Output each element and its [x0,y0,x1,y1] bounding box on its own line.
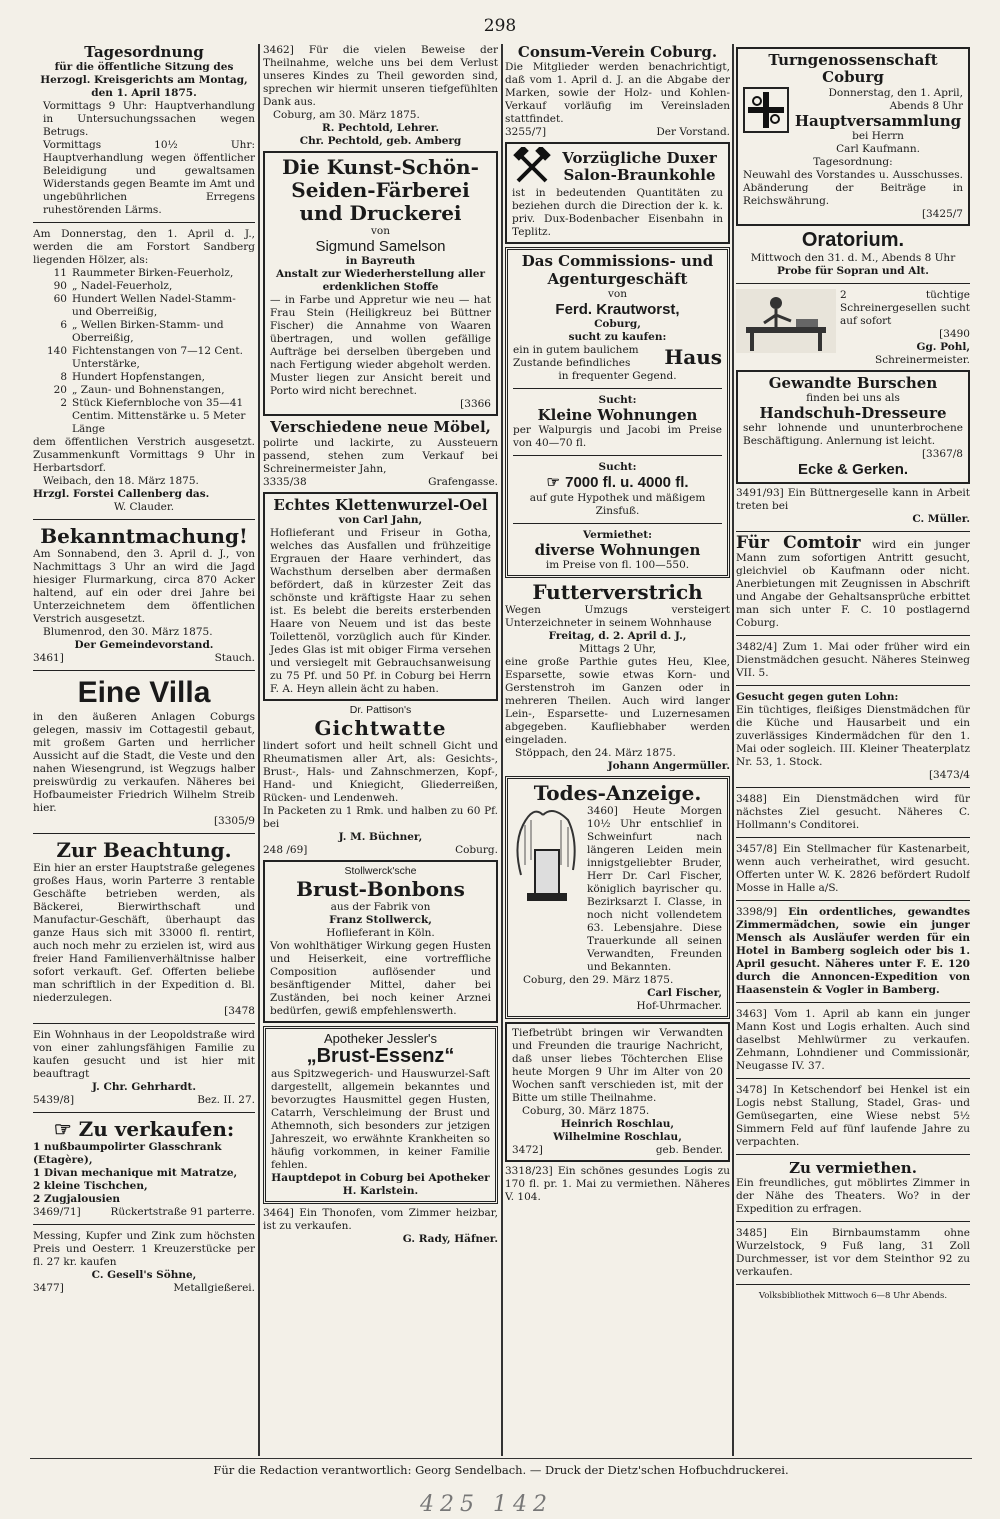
ad-text: Von wohlthätiger Wirkung gegen Husten und Heiserkeit, eine vortreffliche Composition auflösender und besänftigender Mittel, daher bei Zuständen, bei noch keiner Arznei bedürfen, gewiß empfehlenswerth. [270,939,491,1017]
footer-rule [30,1458,972,1459]
item-qty: 140 [46,345,67,358]
ad-text: von [607,287,628,300]
ad-zimmermaedchen [736,906,970,997]
ad-text: In Ketschendorf bei Henkel ist ein Logis nebst Stallung, Stadel, Gras- und Gemüsegarten, eine Wiese nebst 5½ Simmern Feld auf fünf laufende Jahre zu verpachten. [736,1083,970,1148]
ad-text: Ein Birnbaumstamm ohne Wurzelstock, 9 Fuß lang, 31 Zoll Durchmesser, ist vor dem Steinthor 92 zu verkaufen. [736,1226,970,1278]
ad-ref: 3398/9] [736,905,778,918]
ad-ref: 3478] [736,1083,767,1096]
ad-holz-verstrich [33,228,255,514]
item-text: Stück Kiefernbloche von 35—41 Centim. Mittenstärke u. 5 Meter Länge [72,397,246,436]
item-qty: 20 [53,384,67,397]
ad-date: Donnerstag, den 1. April, Abends 8 Uhr [828,86,963,112]
ad-buettner [736,487,970,526]
item-qty: 8 [60,371,67,384]
ad-title: Die Kunst-Schön-Seiden-Färberei und Druckerei [282,155,479,225]
ad-ref: 5439/8] [33,1093,75,1106]
divider [33,833,255,834]
ad-villa [33,676,255,828]
ad-ref: 3464] [263,1206,294,1219]
ad-ref: 3318/23] [505,1164,553,1177]
pointing-hand-icon: ☞ [53,1116,79,1141]
item-qty: 2 [60,397,67,410]
ad-ref: [3490 [939,327,970,340]
divider [33,519,255,520]
ad-place: Stöppach, den 24. März 1875. [515,746,676,759]
ad-text: Ein Wohnhaus in der Leopoldstraße wird von einer zahlungsfähigen Familie zu kaufen gesucht und ist hier mit beauftragt [33,1028,255,1080]
ad-text: Zum 1. Mai oder früher wird ein Dienstmädchen gesucht. Näheres Steinweg VII. 5. [736,640,970,679]
ad-text: Mittwoch den 31. d. M., Abends 8 Uhr [750,251,956,264]
ad-sub: finden bei uns als [806,392,900,404]
ad-ref: [3478 [224,1004,255,1017]
ad-trauer [505,1022,730,1162]
divider [513,523,722,524]
ad-name: Carl Fischer, [647,986,722,999]
ad-text: ist in bedeutenden Quantitäten zu beziehen durch die Direction der k. k. priv. Dux-Bodenbacher Eisenbahn in Teplitz. [512,187,723,239]
item-text: „ Zaun- und Bohnenstangen, [72,384,225,397]
ad-pre: Apotheker Jessler's [323,1030,438,1046]
ad-place: in Bayreuth [345,255,416,268]
ad-text: Ein schönes gesundes Logis zu 170 fl. pr. 1. Mai zu vermiethen. Näheres V. 104. [505,1164,730,1203]
ad-text: aus Spitzwegerich- und Hauswurzel-Saft dargestellt, allgemein bekanntes und bevorzugtes Hausmittel gegen Husten, Catarrh, Verschleimung der Brust und Athemnoth, sich besonders zur jetzigen Jahreszeit, wo erwähnte Krankheiten so häufig vorkommen, in keiner Familie fehlen. [271,1067,490,1171]
item-qty: 6 [60,319,67,332]
ad-title: Consum-Verein Coburg. [517,44,718,61]
column-3 [505,44,730,1456]
ad-logis [505,1165,730,1204]
ad-text: Ein freundliches, gut möblirtes Zimmer in der Nähe des Theaters. Wo? in der Expedition zu erfragen. [736,1176,970,1215]
ad-title: Das Commissions- und Agenturgeschäft [521,252,714,288]
ad-place: Weibach, den 18. März 1875. [43,475,199,488]
column-rule [732,44,734,1456]
ad-name: Heinrich Roschlau, [560,1117,675,1130]
column-rule [258,44,260,1456]
ad-signer: Hrzgl. Forstei Callenberg das. [33,488,210,501]
ad-stellmacher [736,843,970,895]
ad-ref: 3485] [736,1226,767,1239]
ad-time: Mittags 2 Uhr, [578,642,657,655]
ad-big: Haus [664,344,722,369]
holz-list [33,267,255,436]
ad-henkel [736,1084,970,1149]
ad-text: im Preise von fl. 100—550. [545,558,690,571]
ad-sub: Schreinermeister. [875,353,970,366]
ad-ref: 3482/4] [736,640,778,653]
ad-ref: 248 /69] [263,843,308,856]
ad-pre: Stollwerck'sche [344,864,417,877]
ad-title: Bekanntmachung! [40,524,248,549]
divider [33,1112,255,1113]
divider [736,283,970,284]
divider [736,685,970,686]
ad-name: Gg. Pohl, [916,340,970,353]
item-qty: 60 [53,293,67,306]
ad-text: von [370,225,391,237]
crossed-hammers-icon [512,147,552,187]
ad-birnbaum [736,1227,970,1279]
divider [736,837,970,838]
ad-zu-verkaufen [33,1118,255,1219]
ad-name: Franz Stollwerck, [329,913,432,926]
ad-name: Wilhelmine Roschlau, [553,1130,682,1143]
column-4 [736,44,970,1456]
ad-title: Zu verkaufen: [78,1116,235,1141]
carpenter-workshop-icon [736,289,836,353]
ad-firm: Ecke & Gerken. [797,461,909,479]
ad-faerberei [263,151,498,416]
ad-text: Ein Büttnergeselle kann in Arbeit treten bei [736,486,970,512]
ad-big: Handschuh-Dresseure [759,404,947,422]
ad-big: Hauptversammlung [794,111,962,130]
ad-text: Ein hier an erster Hauptstraße gelegenes großes Haus, worin Parterre 3 rentable Geschäfte betrieben werden, als Bäckerei, Bierwirthschaft und Manufactur-Geschäft, überhaupt das ganze Haus sich mit 33000 fl. rentirt, auch noch mehr zu erzielen ist, wird aus freier Hand Familienverhältnisse halber sofort verkauft. Gef. Offerten beliebe man schriftlich in der Expedition d. Bl. niederzulegen. [33,861,255,1004]
item-text: Raummeter Birken-Feuerholz, [72,267,234,280]
divider [736,1078,970,1079]
ad-signer: Der Vorstand. [656,126,730,139]
footer-imprint: Für die Redaction verantwortlich: Georg Sendelbach. — Druck der Dietz'schen Hofbuchdruckerei. [213,1463,789,1477]
ad-sub: sucht zu kaufen: [568,331,667,343]
ad-place: Coburg, am 30. März 1875. [273,109,420,121]
item-text: „ Wellen Birken-Stamm- und Oberreißig, [72,319,224,345]
ad-dank [263,44,498,148]
ad-beachtung [33,839,255,1018]
ad-item: 2 Zugjalousien [33,1192,121,1205]
ad-place: Coburg, 30. März 1875. [522,1104,650,1117]
ad-title: Verschiedene neue Möbel, [270,418,491,437]
ad-title: Turngenossenschaft Coburg [768,51,938,87]
ad-place: Coburg. [455,843,498,856]
ad-title: Zu vermiethen. [789,1158,917,1177]
item-qty: 11 [53,267,67,280]
ad-name: G. Rady, Häfner. [402,1232,498,1245]
ad-text: Vom 1. April ab kann ein junger Mann Kost und Logis erhalten. Auch sind daselbst Mehlwürmer zu verkaufen. Zehmann, Lohndiener und Commissionär, Neugasse IV. 37. [736,1007,970,1072]
ad-stollwerck [263,860,498,1023]
ad-text: auf gute Hypothek und mäßigem Zinsfuß. [529,491,706,517]
ad-item: 1 nußbaumpolirter Glasschrank (Etagère), [33,1140,222,1166]
ad-name: J. M. Büchner, [338,830,423,843]
ad-text: aus der Fabrik von [330,900,431,913]
divider [736,531,970,532]
divider [736,1284,970,1285]
ad-text: polirte und lackirte, zu Aussteuern passend, stehen zum Verkauf bei Schreinermeister Jahn, [263,436,498,475]
ad-title: Salon-Braunkohle [563,166,716,185]
ad-todes [505,776,730,1019]
ad-ref: 3477] [33,1281,64,1294]
ad-title: Oratorium. [801,228,905,251]
ad-text: Vormittags 10½ Uhr: Hauptverhandlung wegen öffentlicher Beleidigung und gewaltsamen Widerstands gegen Beamte im Amt und ungebührlichen Erregens ruhestörenden Lärms. [43,139,255,217]
ad-text: Am Sonnabend, den 3. April d. J., von Nachmittags 3 Uhr an wird die Jagd hiesiger Flurmarkung, circa 870 Acker haltend, auf ein oder drei Jahre bei Unterzeichnetem dem öffentlichen Verstrich ausgesetzt. [33,548,255,626]
divider [513,455,722,456]
ad-sub: Hoflieferant in Köln. [326,926,435,939]
item-text: Hundert Hopfenstangen, [72,371,205,384]
ad-text: bei Herrn [852,129,904,142]
ad-title: Tagesordnung [84,44,204,61]
ad-text: Wegen Umzugs versteigert Unterzeichneter in seinem Wohnhause [505,603,730,629]
ad-text: Ein Thonofen, vom Zimmer heizbar, ist zu verkaufen. [263,1206,498,1232]
ad-text: Tiefbetrübt bringen wir Verwandten und Freunden die traurige Nachricht, daß unser liebes Töchterchen Elise heute Morgen 9 Uhr im Alter von 20 Wochen sanft verschieden ist, mit der Bitte um stille Theilnahme. [512,1026,723,1104]
item-text: Hundert Wellen Nadel-Stamm- und Oberreißig, [72,293,236,319]
ad-name: Sigmund Samelson [315,238,446,255]
ad-ref: 3255/7] [505,126,547,139]
pointing-hand-icon: ☞ [546,473,566,492]
ad-title: Kleine Wohnungen [537,406,698,424]
divider [736,1221,970,1222]
ad-ref: 3491/93] [736,486,784,499]
ad-ref: 3472] [512,1143,543,1156]
ad-name: C. Gesell's Söhne, [91,1268,197,1281]
ad-signer: Der Gemeindevorstand. [74,639,214,652]
ad-commission [505,247,730,578]
ad-text: eine große Parthie gutes Heu, Klee, Esparsette, sowie etwas Korn- und Gerstenstroh im Ganzen oder in mehreren Theilen. Auch wird langer Lein-, Esparsette- und Luzernesamen abgegeben. Kaufliebhaber werden eingeladen. [505,655,730,746]
ad-messing [33,1230,255,1295]
ad-text: Heute Morgen 10½ Uhr entschlief in Schweinfurt nach längeren Leiden mein innigstgeliebter Bruder, Herr Dr. Carl Fischer, königlich bayrischer qu. Bezirksarzt I. Classe, in noch nicht vollendetem 63. Lebensjahre. Diese Trauerkunde all seinen Verwandten, Freunden und Bekannten. [587,804,722,973]
ad-ref: 3469/71] [33,1205,81,1218]
ad-place: Coburg, [594,318,641,330]
ad-title: Gesucht gegen guten Lohn: [736,690,899,703]
ad-date: Freitag, d. 2. April d. J., [548,629,687,642]
ad-name: Stauch. [214,652,255,665]
ad-schreiner [736,289,970,367]
ad-name: Ferd. Krautworst, [555,300,680,318]
ad-item: 2 kleine Tischchen, [33,1179,148,1192]
ad-vermiethen [736,1160,970,1216]
ad-place: Blumenrod, den 30. März 1875. [43,626,213,639]
ad-ref: 3335/38 [263,475,307,488]
divider [513,388,722,389]
ad-turngenossenschaft [736,47,970,226]
ad-title: diverse Wohnungen [534,540,701,559]
divider [736,635,970,636]
ad-text: Neuwahl des Vorstandes u. Ausschusses. Abänderung der Beiträge in Reichswährung. [743,168,963,207]
ad-ref: [3305/9 [213,814,255,827]
ad-pre: Dr. Pattison's [349,703,412,716]
ad-item: 1 Divan mechanique mit Matratze, [33,1166,238,1179]
ad-address: Grafengasse. [428,475,498,488]
column-rule [501,44,503,1456]
ad-text: per Walpurgis und Jacobi im Preise von 40—70 fl. [513,424,722,450]
ad-name: W. Clauder. [113,501,175,514]
column-1 [33,44,255,1456]
ad-ref: 3461] [33,652,64,665]
ad-gichtwatte [263,704,498,857]
turner-cross-emblem-icon [743,87,789,133]
ad-text: wird ein junger Mann zum sofortigen Antritt gesucht, gleichviel ob Kaufmann oder nicht. Anerbietungen mit Zeugnissen in Abschrift und Angabe der Gehaltsansprüche erbittet man sich unter F. C. 10 postlagernd Coburg. [736,538,970,629]
ad-bekanntmachung [33,525,255,665]
ad-ref: 3462] [263,44,294,56]
ad-title: Futterverstrich [532,579,703,604]
ad-burschen [736,370,970,484]
ad-kost-logis [736,1008,970,1073]
gravestone-willow-icon [513,805,583,905]
ad-text: ein in gutem baulichem Zustande befindliches [513,344,639,369]
divider [736,1154,970,1155]
ad-title: Echtes Klettenwurzel-Oel [273,495,488,514]
ad-sub: Anstalt zur Wiederherstellung aller erdenklichen Stoffe [276,268,485,294]
ad-ref: 3488] [736,792,767,805]
ad-text: Ein Dienstmädchen wird für nächstes Ziel gesucht. Näheres C. Hollmann's Conditorei. [736,792,970,831]
ad-text: dem öffentlichen Verstrich ausgesetzt. Zusammenkunft Vormittags 9 Uhr in Herbartsdorf. [33,436,255,475]
ad-ref: [3367/8 [921,448,963,461]
item-text: „ Nadel-Feuerholz, [72,280,173,293]
ad-name: J. Chr. Gehrhardt. [92,1080,196,1093]
ad-name: von Carl Jahn, [338,513,423,526]
ad-sub: geb. Bender. [655,1143,723,1156]
ad-title: Zur Beachtung. [56,837,232,862]
ad-title: Gichtwatte [314,715,447,740]
ad-dienstmaedchen-2 [736,793,970,832]
ad-title: Für Comtoir [736,532,861,553]
ad-sub: Probe für Sopran und Alt. [777,264,929,277]
ad-futter [505,581,730,773]
ad-depot: Hauptdepot in Coburg bei Apotheker H. Karlstein. [271,1171,490,1197]
ad-text: Messing, Kupfer und Zink zum höchsten Preis und Oesterr. 1 Kreuzerstücke per fl. 27 kr. kaufen [33,1229,255,1268]
ad-lohn [736,691,970,782]
ad-moebel [263,419,498,488]
ad-sub: Hof-Uhrmacher. [636,999,722,1012]
column-2 [263,44,498,1456]
page-number: 298 [483,16,517,36]
ad-text: sehr lohnende und ununterbrochene Beschäftigung. Anlernung ist leicht. [743,422,963,448]
ad-name: C. Müller. [912,512,970,525]
ad-comptoir [736,532,970,630]
ad-consum [505,44,730,139]
ad-title: Todes-Anzeige. [533,780,702,805]
ad-sub: in frequenter Gegend. [558,370,677,382]
ad-text: in den äußeren Anlagen Coburgs gelegen, massiv im Cottagestil gebaut, mit großem Garten und herrlicher Aussicht auf die Stadt, die Veste und den nahen Wiesengrund, ist Wegzugs halber preiswürdig zu verkaufen. Näheres bei Hofbaumeister Friedrich Wilhelm Streib hier. [33,710,255,814]
ad-text: Vormittags 9 Uhr: Hauptverhandlung in Untersuchungssachen wegen Betrugs. [43,100,255,139]
ad-text: Ein ordentliches, gewandtes Zimmermädchen, sowie ein junger Mensch als Ausläufer werden für ein Hotel in Bamberg sogleich oder bis 1. April gesucht. Näheres unter F. E. 120 durch die Annoncen-Expedition von Haasenstein & Vogler in Bamberg. [736,905,970,996]
ad-ref: 3460] [587,804,618,817]
ad-klettenwurzel [263,492,498,701]
divider [736,900,970,901]
divider [33,222,255,223]
ad-name: Carl Kaufmann. [836,142,920,155]
ad-text: In Packeten zu 1 Rmk. und halben zu 60 Pf. bei [263,804,498,830]
pencil-annotation: 425 142 [420,1492,553,1517]
ad-text: Für die vielen Beweise der Theilnahme, welche uns bei dem Verlust unseres Kindes zu Theil geworden sind, sprechen wir hiermit unseren tiefgefühlten Dank aus. [263,44,498,108]
ad-label: Tagesordnung: [813,155,893,168]
ad-braunkohle [505,142,730,244]
divider [33,1224,255,1225]
ad-address: Bez. II. 27. [197,1093,255,1106]
item-qty: 90 [53,280,67,293]
ad-text: — in Farbe und Appretur wie neu — hat Frau Stein (Heiligkreuz bei Büttner Fischer) die Annahme von Waaren übertragen, und wollen gefällige Aufträge bei derselben übergeben und nach Fertigung wieder abgeholt werden. Muster liegen zur Ansicht bereit und Porto wird nicht berechnet. [270,294,491,398]
ad-tagesordnung [33,44,255,217]
ad-text: für die öffentliche Sitzung des Herzogl. Kreisgerichts am Montag, den 1. April 1875. [40,61,248,100]
ad-text: Am Donnerstag, den 1. April d. J., werden die am Forstort Sandberg liegenden Hölzer, als: [33,228,255,267]
divider [736,787,970,788]
ad-name: R. Pechtold, Lehrer. [322,122,439,134]
ad-title: „Brust-Essenz“ [306,1044,455,1067]
ad-amount: 7000 fl. u. 4000 fl. [565,474,689,492]
ad-title: Gewandte Burschen [768,373,938,392]
ad-sub: Metallgießerei. [173,1281,255,1294]
ad-title: Vorzügliche Duxer [562,149,717,167]
ad-jessler [263,1026,498,1204]
ad-oratorium [736,229,970,278]
ad-name: Johann Angermüller. [607,759,730,772]
ad-ref: [3366 [460,398,491,411]
ad-ref: [3425/7 [921,207,963,220]
ad-dienstmaedchen-1 [736,641,970,680]
item-text: Fichtenstangen von 7—12 Cent. Unterstärke, [72,345,243,371]
ad-ref: [3473/4 [928,768,970,781]
ad-ref: 3457/8] [736,842,778,855]
ad-text: Die Mitglieder werden benachrichtigt, daß vom 1. April d. J. an die Abgabe der Marken, sowie der Holz- und Kohlen-Verkauf vorläufig im Vereinsladen stattfindet. [505,61,730,126]
divider [736,1002,970,1003]
ad-text: Ein tüchtiges, fleißiges Dienstmädchen für die Küche und Hausarbeit und ein zuverlässiges Kindermädchen für den 1. Mai oder sogleich. III. Kleiner Theaterplatz Nr. 53, 1. Stock. [736,703,970,768]
ad-label: Sucht: [598,394,637,406]
ad-title: Eine Villa [77,676,211,710]
ad-address: Rückertstraße 91 parterre. [110,1205,255,1218]
ad-title: Brust-Bonbons [296,876,465,901]
divider [33,1023,255,1024]
ad-place: Coburg, den 29. März 1875. [523,973,674,986]
volksbibliothek-note: Volksbibliothek Mittwoch 6—8 Uhr Abends. [758,1290,948,1301]
divider [33,670,255,671]
ad-ref: 3463] [736,1007,767,1020]
ad-thonofen [263,1207,498,1246]
ad-text: Hoflieferant und Friseur in Gotha, welches das Ausfallen und frühzeitige Ergrauen der Haare verhindert, das Wachsthum derselben aber dermaßen befördert, daß in kürzester Zeit das schönste und kräftigste Haar zu sehen ist. Es belebt die bereits ersterbenden Haare von Neuem und ist das beste Toilettenöl, vorzüglich auch für Kinder. Jedes Glas ist mit obiger Firma versehen und versiegelt mit Gebrauchsanweisung zu 75 Pf. und 50 Pf. in Coburg bei Herrn F. A. Heyn allein ächt zu haben. [270,526,491,695]
ad-label: Vermiethet: [582,528,653,541]
ad-wohnhaus [33,1029,255,1107]
ad-label: Sucht: [598,461,637,474]
ad-text: Ein Stellmacher für Kastenarbeit, wenn auch verheirathet, wird gesucht. Offerten unter W. K. 2826 befördert Rudolf Mosse in Halle a/S. [736,842,970,894]
ad-name: Chr. Pechtold, geb. Amberg [299,135,462,147]
ad-text: 2 tüchtige Schreinergesellen sucht auf sofort [840,288,970,327]
ad-text: lindert sofort und heilt schnell Gicht und Rheumatismen aller Art, als: Gesichts-, Brust-, Hals- und Zahnschmerzen, Kopf-, Hand- und Kniegicht, Gliederreißen, Rücken- und Lendenweh. [263,739,498,804]
